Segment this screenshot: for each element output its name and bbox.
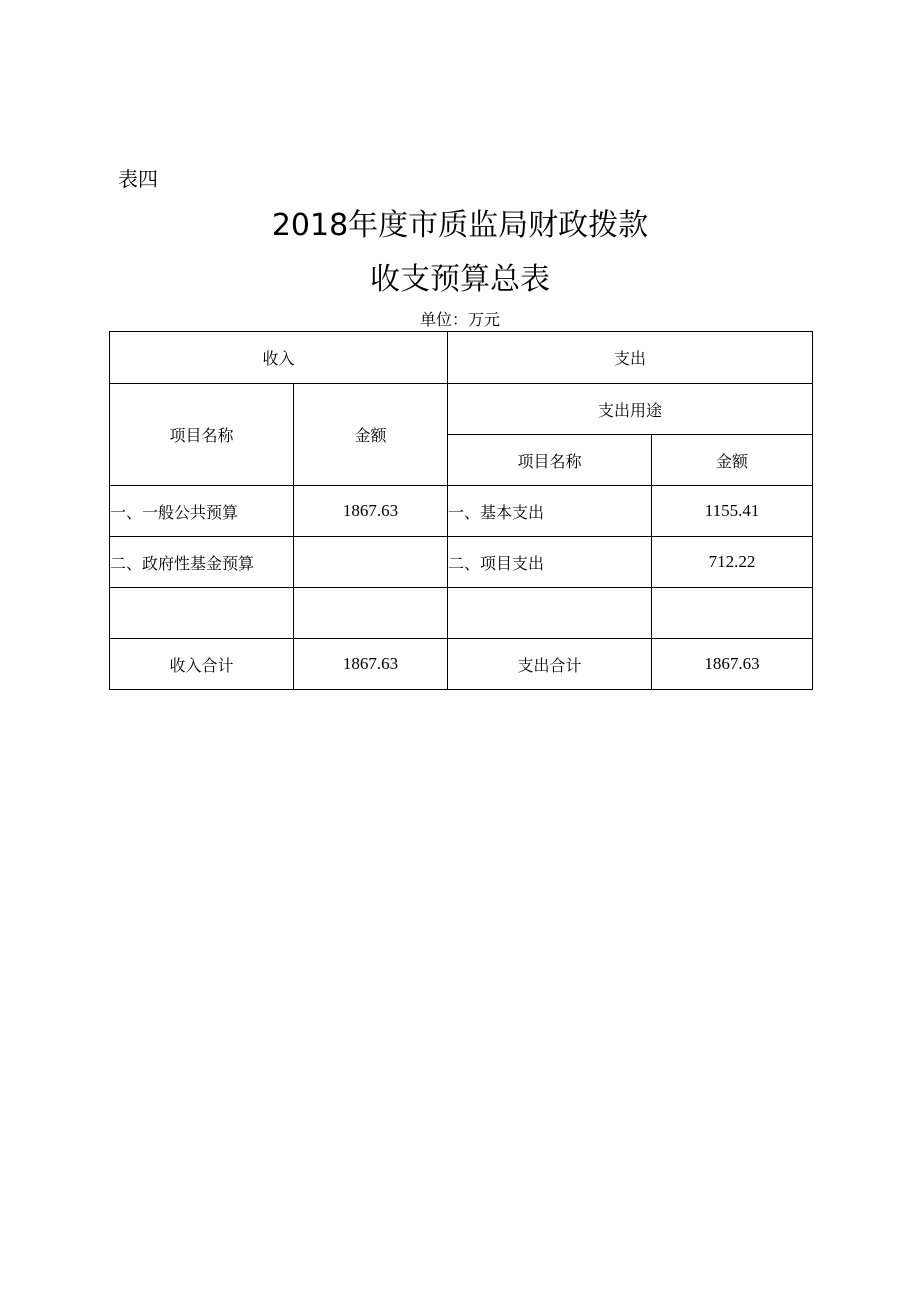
income-item-name-header: 项目名称 — [110, 384, 294, 486]
expense-item-name: 一、基本支出 — [448, 486, 652, 537]
income-item-name: 二、政府性基金预算 — [110, 537, 294, 588]
table-header-row — [110, 332, 813, 384]
total-row — [110, 639, 813, 690]
expense-item-name-header: 项目名称 — [448, 435, 652, 486]
income-amount-header: 金额 — [294, 384, 448, 486]
expense-amount: 712.22 — [652, 537, 813, 588]
expense-amount — [652, 588, 813, 639]
income-total-amount: 1867.63 — [294, 639, 448, 690]
income-amount — [294, 588, 448, 639]
income-amount — [294, 537, 448, 588]
income-header: 收入 — [110, 332, 448, 384]
expense-header: 支出 — [448, 332, 813, 384]
document-title-line-1: 2018年度市质监局财政拨款 — [271, 208, 649, 243]
subheader-row — [110, 384, 813, 435]
expense-total-label: 支出合计 — [448, 639, 652, 690]
table-row — [110, 588, 813, 639]
income-item-name: 一、一般公共预算 — [110, 486, 294, 537]
budget-summary-table — [109, 331, 813, 690]
document-title-line-2: 收支预算总表 — [370, 262, 550, 297]
expense-amount: 1155.41 — [652, 486, 813, 537]
expense-total-amount: 1867.63 — [652, 639, 813, 690]
table-row — [110, 486, 813, 537]
expense-amount-header: 金额 — [652, 435, 813, 486]
expense-item-name: 二、项目支出 — [448, 537, 652, 588]
table-number-label: 表四 — [118, 167, 158, 191]
table-row — [110, 537, 813, 588]
income-total-label: 收入合计 — [110, 639, 294, 690]
income-amount: 1867.63 — [294, 486, 448, 537]
unit-label: 单位：万元 — [419, 310, 500, 329]
income-item-name — [110, 588, 294, 639]
expense-item-name — [448, 588, 652, 639]
expense-usage-header: 支出用途 — [448, 384, 813, 435]
